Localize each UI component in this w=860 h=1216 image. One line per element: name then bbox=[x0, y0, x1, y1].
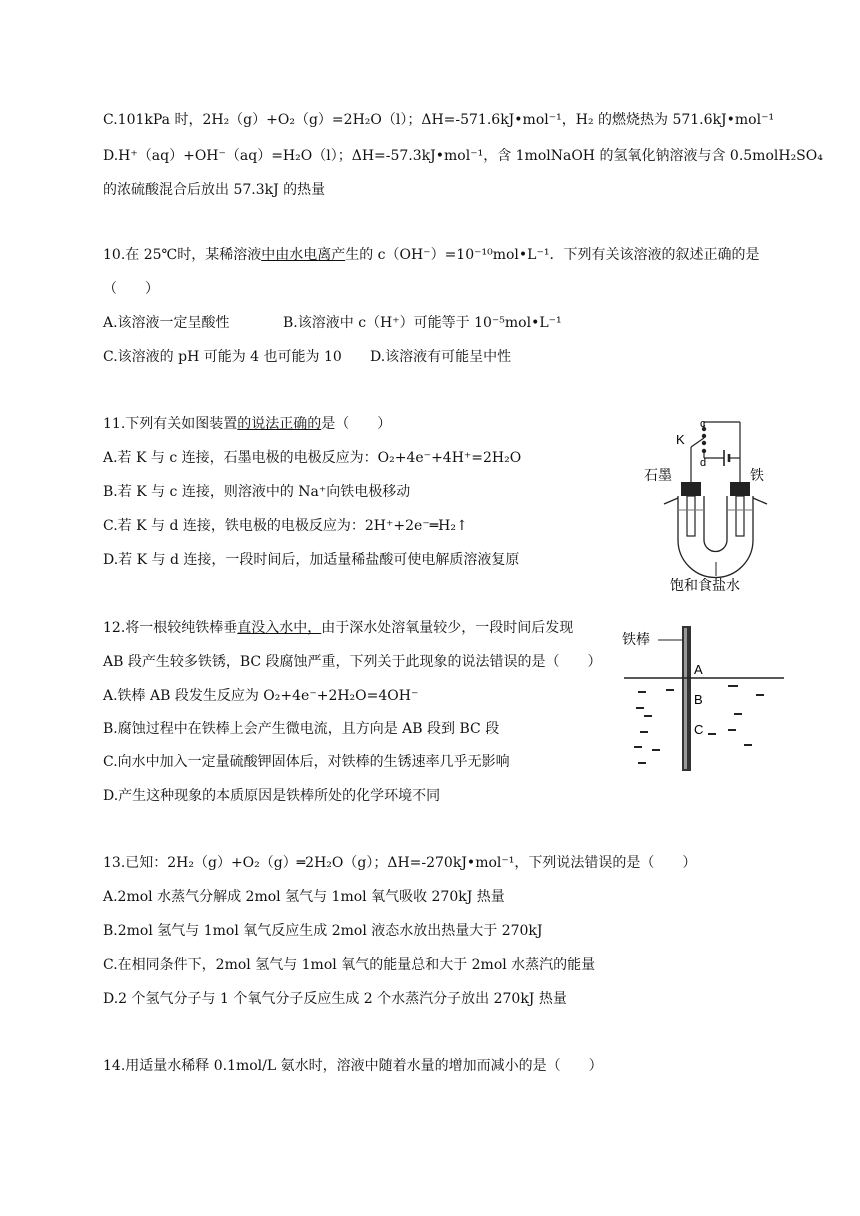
q13-option-d: D.2 个氢气分子与 1 个氧气分子反应生成 2 个水蒸汽分子放出 270kJ 热量 bbox=[103, 991, 567, 1007]
q12-option-a: A.铁棒 AB 段发生反应为 O₂+4e⁻+2H₂O=4OH⁻ bbox=[103, 688, 419, 704]
q11-option-c: C.若 K 与 d 连接，铁电极的电极反应为：2H⁺+2e⁻═H₂↑ bbox=[103, 518, 468, 534]
q11-option-b: B.若 K 与 c 连接，则溶液中的 Na⁺向铁电极移动 bbox=[103, 484, 411, 500]
q10-option-d: D.该溶液有可能呈中性 bbox=[370, 349, 512, 365]
left-stopper bbox=[681, 482, 701, 496]
q13-stem: 13.已知：2H₂（g）+O₂（g）═2H₂O（g）；ΔH=-270kJ•mol⁻¹，下列说法错误的是（ ） bbox=[103, 855, 697, 871]
iron-rod-highlight bbox=[684, 628, 687, 769]
contact-dot bbox=[702, 441, 706, 445]
q10-answer-paren: （ ） bbox=[103, 281, 159, 297]
q11-stem bbox=[103, 414, 391, 434]
q11-option-a: A.若 K 与 c 连接，石墨电极的电极反应为：O₂+4e⁻+4H⁺=2H₂O bbox=[103, 450, 522, 466]
q12-option-d: D.产生这种现象的本质原因是铁棒所处的化学环境不同 bbox=[103, 788, 441, 804]
iron-electrode bbox=[736, 496, 744, 536]
q12-option-b: B.腐蚀过程中在铁棒上会产生微电流，且方向是 AB 段到 BC 段 bbox=[103, 721, 500, 737]
q11-stem-pre: 11.下列有关如图装置 bbox=[103, 416, 238, 432]
label-saltwater: 饱和食盐水 bbox=[670, 578, 740, 594]
u-tube-inner bbox=[704, 496, 727, 552]
label-d: d bbox=[700, 457, 707, 469]
q12-stem-line2: AB 段产生较多铁锈，BC 段腐蚀严重，下列关于此现象的说法错误的是（ ） bbox=[103, 654, 602, 670]
q11-stem-post: 是（ ） bbox=[321, 416, 392, 432]
q13-option-b: B.2mol 氢气与 1mol 氧气反应生成 2mol 液态水放出热量大于 270kJ bbox=[103, 923, 543, 939]
point-a-label: A bbox=[694, 662, 703, 677]
label-k: K bbox=[676, 432, 685, 447]
label-graphite: 石墨 bbox=[644, 468, 672, 484]
point-b-label: B bbox=[694, 692, 703, 707]
q11-stem-underlined: 的说法正确的 bbox=[237, 416, 322, 432]
graphite-electrode bbox=[687, 496, 695, 536]
q12-stem-post: 由于深水处溶氧量较少，一段时间后发现 bbox=[321, 620, 574, 636]
contact-dot bbox=[702, 434, 706, 438]
q13-option-a: A.2mol 水蒸气分解成 2mol 氢气与 1mol 氧气吸收 270kJ 热量 bbox=[103, 889, 505, 905]
q12-stem-underlined: 直没入水中， bbox=[237, 620, 322, 636]
q10-stem-underlined: 中由水电离产 bbox=[261, 247, 346, 263]
q14-stem: 14.用适量水稀释 0.1mol/L 氨水时，溶液中随着水量的增加而减小的是（ ） bbox=[103, 1058, 603, 1074]
q11-option-d: D.若 K 与 d 连接，一段时间后，加适量稀盐酸可使电解质溶液复原 bbox=[103, 552, 520, 568]
q10-option-a: A.该溶液一定呈酸性 bbox=[103, 315, 230, 331]
q10-stem-post: 生的 c（OH⁻）=10⁻¹⁰mol•L⁻¹．下列有关该溶液的叙述正确的是 bbox=[345, 247, 760, 263]
q10-stem bbox=[103, 245, 759, 265]
electrolysis-apparatus-figure bbox=[640, 410, 770, 595]
q12-option-c: C.向水中加入一定量硫酸钾固体后，对铁棒的生锈速率几乎无影响 bbox=[103, 754, 510, 770]
right-stopper bbox=[730, 482, 750, 496]
q9-option-d-line2: 的浓硫酸混合后放出 57.3kJ 的热量 bbox=[103, 182, 326, 198]
q10-stem-pre: 10.在 25℃时，某稀溶液 bbox=[103, 247, 262, 263]
right-spout bbox=[753, 498, 767, 504]
point-c-label: C bbox=[694, 722, 704, 737]
label-iron-rod: 铁棒 bbox=[622, 632, 650, 648]
label-c: c bbox=[700, 418, 706, 430]
q9-option-d-line1: D.H⁺（aq）+OH⁻（aq）=H₂O（l）；ΔH=-57.3kJ•mol⁻¹，含 1molNaOH 的氢氧化钠溶液与含 0.5molH₂SO₄ bbox=[103, 148, 823, 164]
q9-option-c: C.101kPa 时，2H₂（g）+O₂（g）=2H₂O（l）；ΔH=-571.6kJ•mol⁻¹，H₂ 的燃烧热为 571.6kJ•mol⁻¹ bbox=[103, 112, 775, 128]
q12-stem-pre: 12.将一根较纯铁棒垂 bbox=[103, 620, 238, 636]
left-spout bbox=[664, 498, 678, 504]
q10-option-c: C.该溶液的 pH 可能为 4 也可能为 10 bbox=[103, 349, 342, 365]
q13-option-c: C.在相同条件下，2mol 氢气与 1mol 氧气的能量总和大于 2mol 水蒸汽的能量 bbox=[103, 957, 596, 973]
q10-option-b: B.该溶液中 c（H⁺）可能等于 10⁻⁵mol•L⁻¹ bbox=[283, 315, 562, 331]
iron-rod-figure bbox=[618, 620, 788, 775]
label-iron: 铁 bbox=[750, 468, 764, 484]
q12-stem-line1 bbox=[103, 618, 573, 638]
